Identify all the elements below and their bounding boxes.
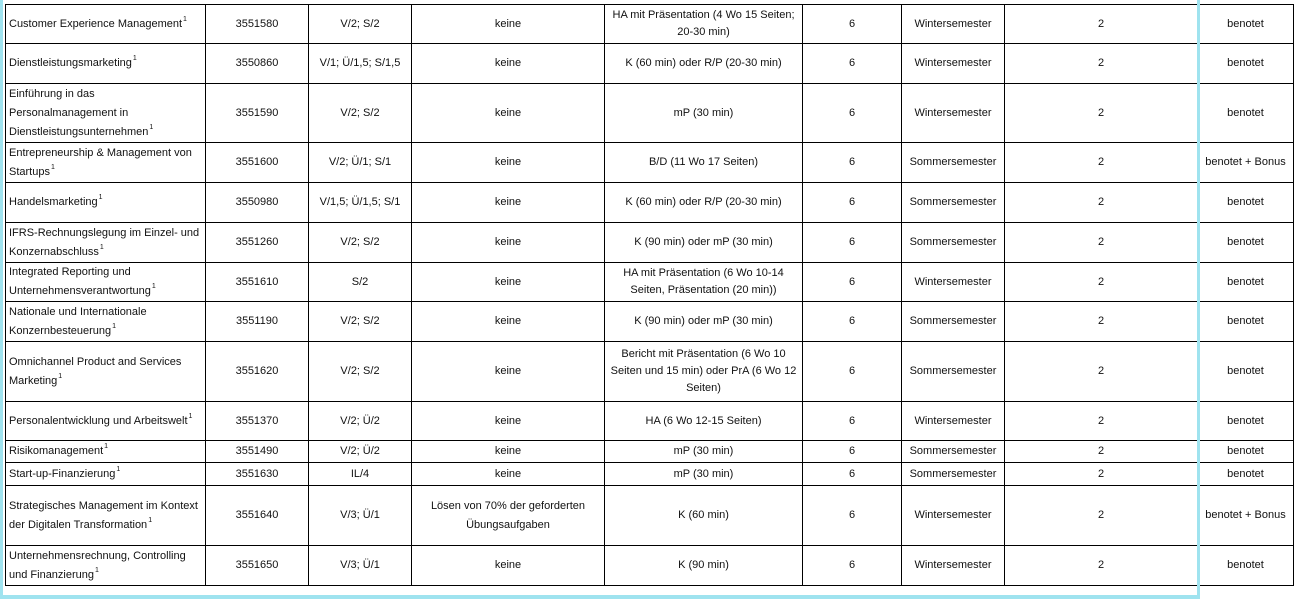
- grading-cell: benotet: [1198, 5, 1294, 44]
- footnote-marker: 1: [148, 516, 153, 524]
- credits-cell: 6: [803, 263, 902, 302]
- table-row: [6, 263, 1294, 302]
- prerequisite-cell: keine: [412, 143, 605, 183]
- semester-cell: Wintersemester: [902, 263, 1005, 302]
- credits-cell: 6: [803, 223, 902, 263]
- module-name-cell: [6, 302, 206, 342]
- module-name-cell: [6, 486, 206, 546]
- module-number-cell: 3551600: [206, 143, 309, 183]
- prerequisite-cell: keine: [412, 44, 605, 84]
- teaching-form-cell: V/2; S/2: [309, 84, 412, 143]
- module-number-cell: 3551620: [206, 342, 309, 402]
- table-row: [6, 441, 1294, 463]
- module-name: Einführung in das Personalmanagement in Dienstleistungsunternehmen: [9, 87, 149, 138]
- table-row: [6, 546, 1294, 586]
- table-row: [6, 183, 1294, 223]
- duration-cell: 2: [1005, 441, 1198, 463]
- grading-cell: benotet: [1198, 302, 1294, 342]
- duration-cell: 2: [1005, 546, 1198, 586]
- teaching-form-cell: V/2; S/2: [309, 5, 412, 44]
- table-row: [6, 402, 1294, 441]
- credits-cell: 6: [803, 463, 902, 486]
- footnote-marker: 1: [98, 194, 103, 202]
- semester-cell: Wintersemester: [902, 44, 1005, 84]
- duration-cell: 2: [1005, 463, 1198, 486]
- module-number-cell: 3551490: [206, 441, 309, 463]
- credits-cell: 6: [803, 546, 902, 586]
- module-name-cell: [6, 263, 206, 302]
- prerequisite-cell: keine: [412, 402, 605, 441]
- duration-cell: 2: [1005, 183, 1198, 223]
- credits-cell: 6: [803, 183, 902, 223]
- semester-cell: Wintersemester: [902, 546, 1005, 586]
- semester-cell: Wintersemester: [902, 5, 1005, 44]
- exam-form-cell: K (90 min) oder mP (30 min): [605, 302, 803, 342]
- module-name: Nationale und Internationale Konzernbesteuerung: [9, 305, 147, 337]
- table-row: [6, 5, 1294, 44]
- credits-cell: 6: [803, 342, 902, 402]
- module-number-cell: 3551650: [206, 546, 309, 586]
- exam-form-cell: mP (30 min): [605, 441, 803, 463]
- grading-cell: benotet + Bonus: [1198, 486, 1294, 546]
- module-name: Unternehmensrechnung, Controlling und Finanzierung: [9, 549, 186, 581]
- credits-cell: 6: [803, 441, 902, 463]
- module-name-cell: [6, 441, 206, 463]
- prerequisite-cell: keine: [412, 5, 605, 44]
- credits-cell: 6: [803, 44, 902, 84]
- prerequisite-cell: keine: [412, 263, 605, 302]
- exam-form-cell: HA mit Präsentation (4 Wo 15 Seiten; 20-30 min): [605, 5, 803, 44]
- module-name: Risikomanagement: [9, 445, 104, 457]
- teaching-form-cell: IL/4: [309, 463, 412, 486]
- module-number-cell: 3551190: [206, 302, 309, 342]
- module-name: Dienstleistungsmarketing: [9, 57, 132, 69]
- prerequisite-cell: keine: [412, 546, 605, 586]
- credits-cell: 6: [803, 143, 902, 183]
- semester-cell: Wintersemester: [902, 402, 1005, 441]
- module-number-cell: 3551260: [206, 223, 309, 263]
- exam-form-cell: K (60 min) oder R/P (20-30 min): [605, 183, 803, 223]
- footnote-marker: 1: [58, 372, 63, 380]
- semester-cell: Sommersemester: [902, 223, 1005, 263]
- semester-cell: Sommersemester: [902, 143, 1005, 183]
- grading-cell: benotet: [1198, 402, 1294, 441]
- grading-cell: benotet: [1198, 463, 1294, 486]
- module-table-body: [6, 5, 1294, 586]
- semester-cell: Sommersemester: [902, 463, 1005, 486]
- duration-cell: 2: [1005, 402, 1198, 441]
- credits-cell: 6: [803, 402, 902, 441]
- prerequisite-cell: keine: [412, 223, 605, 263]
- grading-cell: benotet: [1198, 44, 1294, 84]
- table-row: [6, 223, 1294, 263]
- duration-cell: 2: [1005, 223, 1198, 263]
- prerequisite-cell: Lösen von 70% der geforderten Übungsaufgaben: [412, 486, 605, 546]
- table-row: [6, 84, 1294, 143]
- grading-cell: benotet: [1198, 546, 1294, 586]
- teaching-form-cell: V/3; Ü/1: [309, 546, 412, 586]
- module-name: Entrepreneurship & Management von Startups: [9, 146, 192, 178]
- grading-cell: benotet: [1198, 183, 1294, 223]
- module-number-cell: 3551590: [206, 84, 309, 143]
- module-name-cell: [6, 546, 206, 586]
- teaching-form-cell: V/2; S/2: [309, 342, 412, 402]
- exam-form-cell: HA mit Präsentation (6 Wo 10-14 Seiten, Präsentation (20 min)): [605, 263, 803, 302]
- table-row: [6, 463, 1294, 486]
- module-name: IFRS-Rechnungslegung im Einzel- und Konzernabschluss: [9, 226, 200, 258]
- module-name-cell: [6, 5, 206, 44]
- teaching-form-cell: V/2; S/2: [309, 223, 412, 263]
- duration-cell: 2: [1005, 342, 1198, 402]
- exam-form-cell: K (60 min): [605, 486, 803, 546]
- footnote-marker: 1: [116, 465, 121, 473]
- footnote-marker: 1: [188, 412, 193, 420]
- duration-cell: 2: [1005, 84, 1198, 143]
- duration-cell: 2: [1005, 302, 1198, 342]
- teaching-form-cell: V/1,5; Ü/1,5; S/1: [309, 183, 412, 223]
- semester-cell: Wintersemester: [902, 84, 1005, 143]
- module-name-cell: [6, 342, 206, 402]
- teaching-form-cell: S/2: [309, 263, 412, 302]
- footnote-marker: 1: [50, 163, 55, 171]
- prerequisite-cell: keine: [412, 302, 605, 342]
- footnote-marker: 1: [95, 566, 99, 574]
- module-name-cell: [6, 84, 206, 143]
- duration-cell: 2: [1005, 143, 1198, 183]
- exam-form-cell: B/D (11 Wo 17 Seiten): [605, 143, 803, 183]
- module-table: [5, 4, 1294, 586]
- teaching-form-cell: V/2; S/2: [309, 302, 412, 342]
- grading-cell: benotet: [1198, 263, 1294, 302]
- footnote-marker: 1: [112, 322, 117, 330]
- module-name: Start-up-Finanzierung: [9, 467, 116, 480]
- prerequisite-cell: keine: [412, 441, 605, 463]
- teaching-form-cell: V/3; Ü/1: [309, 486, 412, 546]
- module-name-cell: [6, 44, 206, 84]
- module-number-cell: 3551630: [206, 463, 309, 486]
- module-name: Customer Experience Management: [9, 17, 183, 30]
- teaching-form-cell: V/1; Ü/1,5; S/1,5: [309, 44, 412, 84]
- exam-form-cell: HA (6 Wo 12-15 Seiten): [605, 402, 803, 441]
- module-number-cell: 3551610: [206, 263, 309, 302]
- module-name: Integrated Reporting und Unternehmensverantwortung: [9, 266, 151, 297]
- credits-cell: 6: [803, 486, 902, 546]
- table-row: [6, 143, 1294, 183]
- exam-form-cell: Bericht mit Präsentation (6 Wo 10 Seiten und 15 min) oder PrA (6 Wo 12 Seiten): [605, 342, 803, 402]
- exam-form-cell: mP (30 min): [605, 84, 803, 143]
- teaching-form-cell: V/2; Ü/1; S/1: [309, 143, 412, 183]
- module-number-cell: 3551370: [206, 402, 309, 441]
- prerequisite-cell: keine: [412, 342, 605, 402]
- credits-cell: 6: [803, 84, 902, 143]
- duration-cell: 2: [1005, 263, 1198, 302]
- grading-cell: benotet: [1198, 223, 1294, 263]
- grading-cell: benotet: [1198, 342, 1294, 402]
- table-row: [6, 302, 1294, 342]
- module-number-cell: 3550980: [206, 183, 309, 223]
- teaching-form-cell: V/2; Ü/2: [309, 402, 412, 441]
- footnote-marker: 1: [104, 443, 109, 451]
- duration-cell: 2: [1005, 44, 1198, 84]
- teaching-form-cell: V/2; Ü/2: [309, 441, 412, 463]
- prerequisite-cell: keine: [412, 183, 605, 223]
- semester-cell: Sommersemester: [902, 183, 1005, 223]
- module-name: Omnichannel Product and Services Marketing: [9, 355, 182, 387]
- footnote-marker: 1: [151, 283, 156, 291]
- semester-cell: Sommersemester: [902, 342, 1005, 402]
- footnote-marker: 1: [132, 55, 137, 63]
- module-number-cell: 3551640: [206, 486, 309, 546]
- credits-cell: 6: [803, 5, 902, 44]
- module-number-cell: 3551580: [206, 5, 309, 44]
- table-row: [6, 44, 1294, 84]
- semester-cell: Sommersemester: [902, 441, 1005, 463]
- grading-cell: benotet + Bonus: [1198, 143, 1294, 183]
- module-name-cell: [6, 183, 206, 223]
- prerequisite-cell: keine: [412, 84, 605, 143]
- module-name-cell: [6, 463, 206, 486]
- module-name: Personalentwicklung und Arbeitswelt: [9, 414, 188, 427]
- credits-cell: 6: [803, 302, 902, 342]
- module-name: Handelsmarketing: [9, 196, 98, 208]
- prerequisite-cell: keine: [412, 463, 605, 486]
- duration-cell: 2: [1005, 486, 1198, 546]
- module-name-cell: [6, 223, 206, 263]
- module-name-cell: [6, 143, 206, 183]
- table-row: [6, 342, 1294, 402]
- table-row: [6, 486, 1294, 546]
- exam-form-cell: K (90 min) oder mP (30 min): [605, 223, 803, 263]
- module-name: Strategisches Management im Kontext der Digitalen Transformation: [9, 499, 198, 531]
- exam-form-cell: K (60 min) oder R/P (20-30 min): [605, 44, 803, 84]
- semester-cell: Wintersemester: [902, 486, 1005, 546]
- footnote-marker: 1: [149, 123, 154, 131]
- exam-form-cell: mP (30 min): [605, 463, 803, 486]
- footnote-marker: 1: [99, 243, 104, 251]
- footnote-marker: 1: [183, 15, 187, 23]
- grading-cell: benotet: [1198, 441, 1294, 463]
- grading-cell: benotet: [1198, 84, 1294, 143]
- module-number-cell: 3550860: [206, 44, 309, 84]
- module-name-cell: [6, 402, 206, 441]
- duration-cell: 2: [1005, 5, 1198, 44]
- semester-cell: Sommersemester: [902, 302, 1005, 342]
- exam-form-cell: K (90 min): [605, 546, 803, 586]
